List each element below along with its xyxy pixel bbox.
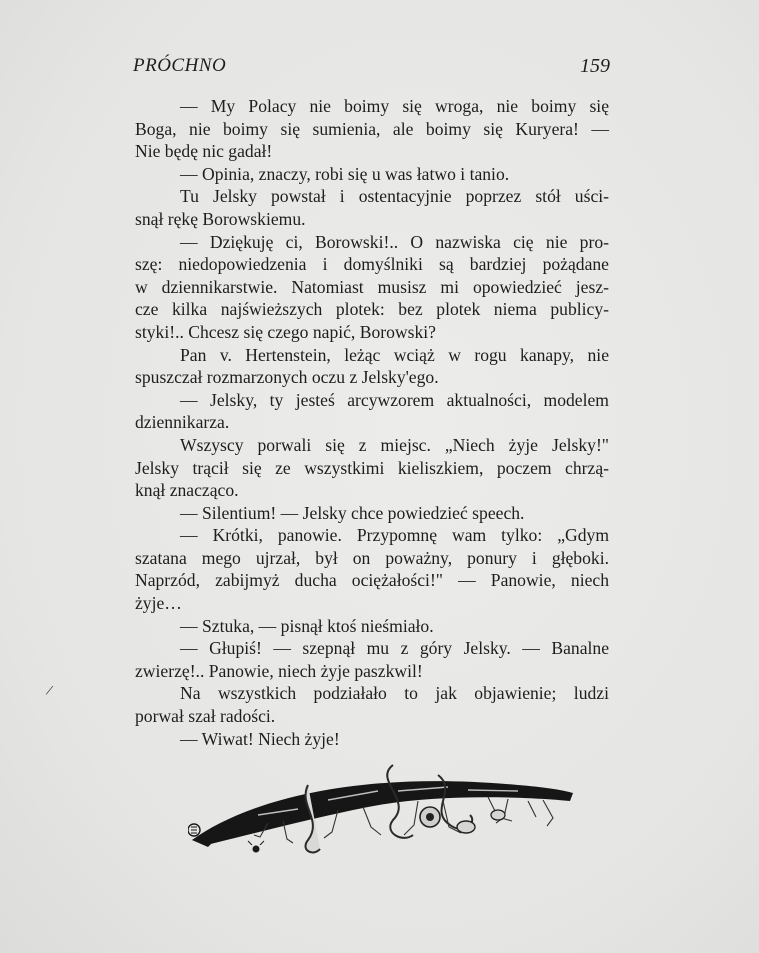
page-number: 159 [580, 55, 610, 77]
text-line: cze kilka najświeższych plotek: bez plotek niema publicy- [135, 299, 609, 320]
blossom [426, 813, 434, 821]
text-line: — Jelsky, ty jesteś arcywzorem aktualności, modelem [180, 389, 609, 410]
text-line: Boga, nie boimy się sumienia, ale boimy się Kuryera! — [135, 118, 609, 139]
text-line: Wszyscy porwali się z miejsc. „Niech żyje Jelsky!" [180, 434, 609, 455]
text-line: Na wszystkich podziałało to jak objawienie; ludzi [180, 683, 609, 704]
blossom [457, 821, 475, 833]
text-line: — Dziękuję ci, Borowski!.. O nazwiska cię nie pro- [180, 231, 609, 252]
margin-pencil-mark: / [44, 682, 54, 700]
body-text [135, 95, 609, 750]
text-line: — My Polacy nie boimy się wroga, nie boimy się [180, 96, 609, 116]
text-line: Nie będę nic gadał! [135, 141, 273, 162]
text-line: — Krótki, panowie. Przypomnę wam tylko: „Gdym [180, 525, 609, 546]
text-line: żyje… [135, 593, 182, 614]
text-line: styki!.. Chcesz się czego napić, Borowski? [135, 321, 436, 342]
text-line: szę: niedopowiedzenia i domyślniki są bardziej pożądane [135, 254, 609, 275]
text-line: snął rękę Borowskiemu. [135, 208, 306, 229]
text-line: Pan v. Hertenstein, leżąc wciąż w rogu kanapy, nie [180, 344, 609, 365]
text-line: — Sztuka, — pisnął ktoś nieśmiało. [180, 615, 434, 636]
text-line: dziennikarza. [135, 412, 230, 433]
text-line: Jelsky trącił się ze wszystkimi kieliszkiem, poczem chrzą- [135, 457, 609, 478]
running-title: PRÓCHNO [133, 55, 227, 76]
text-line: porwał szał radości. [135, 706, 276, 727]
text-line: — Głupiś! — szepnął mu z góry Jelsky. — Banalne [180, 638, 609, 659]
text-line: w dziennikarstwie. Natomiast musisz mi opowiedzieć jesz- [135, 276, 609, 297]
text-line: Tu Jelsky powstał i ostentacyjnie poprzez stół uści- [180, 186, 609, 207]
text-line: Naprzód, zabijmyż ducha ociężałości!" — Panowie, niech [135, 570, 609, 591]
decorative-vignette [188, 745, 578, 865]
text-line: — Opinia, znaczy, robi się u was łatwo i tanio. [180, 163, 510, 184]
text-line: szatana mego ujrzał, był on poważny, ponury i głęboki. [135, 547, 609, 568]
blossom [491, 810, 505, 820]
insect [253, 846, 260, 853]
text-line: zwierzę!.. Panowie, niech żyje paszkwil! [135, 660, 423, 681]
text-line: — Wiwat! Niech żyje! [180, 728, 340, 749]
text-line: spuszczał rozmarzonych oczu z Jelsky'ego. [135, 367, 439, 388]
text-line: knął znacząco. [135, 480, 239, 501]
text-line: — Silentium! — Jelsky chce powiedzieć speech. [180, 502, 525, 523]
